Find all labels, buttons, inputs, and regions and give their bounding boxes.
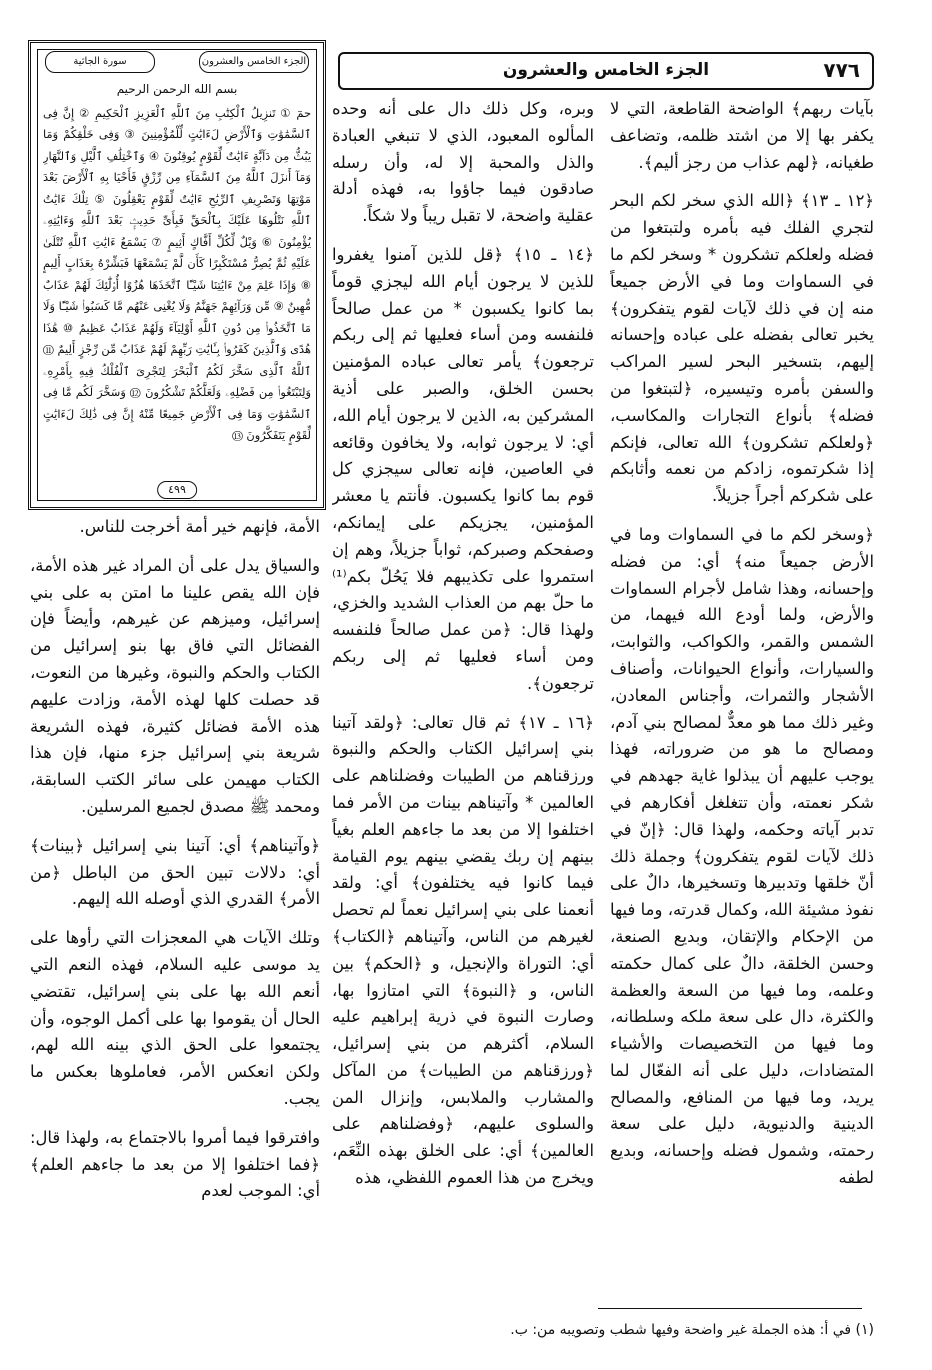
page-number: ٧٧٦ (823, 58, 860, 82)
paragraph: الأمة، فإنهم خير أمة أخرجت للناس. (79, 517, 320, 536)
page-header (338, 52, 874, 90)
part-title: الجزء الخامس والعشرون (502, 60, 710, 80)
paragraph: بآيات ربهم﴾ الواضحة القاطعة، التي لا يكفر بها إلا من اشتد ظلمه، وتضاعف طغيانه، ﴿لهم عذاب من رجز أليم﴾. (610, 99, 874, 172)
paragraph: ﴿وآتيناهم﴾ أي: آتينا بني إسرائيل ﴿بينات﴾ أي: دلالات تبين الحق من الباطل ﴿من الأمر﴾ القدري الذي أوصله الله إليهم. (30, 835, 320, 909)
column-middle (332, 96, 594, 1268)
mushaf-verses (43, 79, 311, 479)
paragraph: ﴿١٢ ـ ١٣﴾ ﴿الله الذي سخر لكم البحر لتجري الفلك فيه بأمره ولتبتغوا من فضله ولعلكم تشكرون * وسخر لكم ما في السماوات وما في الأرض جميعاً منه إن في ذلك لآيات لقوم يتفكرون﴾ يخبر تعالى بفضله على عباده وإحسانه إليهم، بتسخير البحر لسير المراكب والسفن بأمره وتيسيره، ﴿لتبتغوا من فضله﴾ بأنواع التجارات والمكاسب، ﴿ولعلكم تشكرون﴾ الله تعالى، فإنكم إذا شكرتموه، زادكم من نعمه وأثابكم على شكركم أجراً جزيلاً. (610, 191, 874, 506)
mushaf-page-number: ٤٩٩ (157, 481, 197, 499)
footnote-divider (598, 1308, 862, 1309)
paragraph: وبره، وكل ذلك دال على أنه وحده المألوه المعبود، الذي لا تنبغي العبادة والذل والمحبة إلا له، وأن رسله صادقون فيما جاؤوا به، فهذه أدلة عقلية واضحة، لا تقبل ريباً ولا شكاً. (332, 99, 594, 226)
paragraph: ﴿وسخر لكم ما في السماوات وما في الأرض جميعاً منه﴾ أي: من فضله وإحسانه، وهذا شامل لأجرام السماوات والأرض، ولما أودع الله فيهما، من الشمس والقمر، والكواكب، والثوابت، والسيارات، وأنواع الحيوانات، وأصناف الأشجار والثمرات، وأجناس المعادن، وغير ذلك مما هو معدٌّ لمصالح بني آدم، ومصالح ما هو من ضروراته، فهذا يوجب عليهم أن يبذلوا غاية جهدهم في شكر نعمته، وأن تتغلغل أفكارهم في تدبر آياته وحكمه، ولهذا قال: ﴿إنّ في ذلك لآيات لقوم يتفكرون﴾ وجملة ذلك أنّ خلقها وتدبيرها وتسخيرها، دالٌ على نفوذ مشيئة الله، وكمال قدرته، وما فيها من الإحكام والإتقان، وبديع الصنعة، وحسن الخلقة، دالٌ على كمال حكمته وعلمه، وما فيها من السعة والعظمة والكثرة، دال على سعة ملكه وسلطانه، وما فيها من التخصيصات والأشياء المتضادات، دليل على أنه الفعّال لما يريد، وما فيها من المنافع، والمصالح الدينية والدنيوية، دليل على سعة رحمته، وشمول فضله وإحسانه، وبديع لطفه (610, 524, 874, 1188)
paragraph: والسياق يدل على أن المراد غير هذه الأمة، فإن الله يقص علينا ما امتن به على بني إسرائيل، وميزهم عن غيرهم، وأيضاً فإن الفضائل التي فاق بها بنو إسرائيل من الكتاب والحكم والنبوة، وغيرها من النعوت، قد حصلت كلها لهذه الأمة، وزادت عليهم هذه الأمة فضائل كثيرة، فهذه الشريعة شريعة بني إسرائيل جزء منها، فإن هذا الكتاب مهيمن على سائر الكتب السابقة، ومحمد ﷺ مصدق لجميع المرسلين. (30, 555, 320, 816)
basmala: بسم الله الرحمن الرحيم (116, 82, 238, 96)
paragraph: وتلك الآيات هي المعجزات التي رأوها على يد موسى عليه السلام، فهذه النعم التي أنعم الله بها على بني إسرائيل، تقتضي الحال أن يقوموا بها على أكمل الوجوه، وأن يجتمعوا على الحق الذي بينه الله لهم، ولكن انعكس الأمر، فعاملوها بعكس ما يجب. (30, 928, 320, 1108)
paragraph: ﴿١٤ ـ ١٥﴾ ﴿قل للذين آمنوا يغفروا للذين لا يرجون أيام الله ليجزي قوماً بما كانوا يكسبون * من عمل صالحاً فلنفسه ومن أساء فعليها ثم إلى ربكم ترجعون﴾ يأمر تعالى عباده المؤمنين بحسن الخلق، والصبر على أذية المشركين به، الذين لا يرجون أيام الله، أي: لا يرجون ثوابه، ولا يخافون وقائعه في العاصين، فإنه تعالى سيجزي كل قوم بما كانوا يكسبون. فأنتم يا معشر المؤمنين، يجزيكم على إيمانكم، وصفحكم وصبركم، ثواباً جزيلاً، وهم إن استمروا على تكذيبهم فلا يَحُلّ بكم⁽¹⁾ ما حلّ بهم من العذاب الشديد والخزي، ولهذا قال: ﴿من عمل صالحاً فلنفسه ومن أساء فعليها ثم إلى ربكم ترجعون﴾. (332, 244, 594, 693)
mushaf-surah-tab: سورة الجاثية (45, 51, 155, 73)
quran-text: حمٓ ① تَنزِيلُ ٱلْكِتَٰبِ مِنَ ٱللَّهِ ٱلْعَزِيزِ ٱلْحَكِيمِ ② إِنَّ فِى ٱلسَّمَٰوَٰتِ وَٱلْأَرْضِ لَءَايَٰتٍ لِّلْمُؤْمِنِينَ ③ وَفِى خَلْقِكُمْ وَمَا يَبُثُّ مِن دَآبَّةٍ ءَايَٰتٌ لِّقَوْمٍ يُوقِنُونَ ④ وَٱخْتِلَٰفِ ٱلَّيْلِ وَٱلنَّهَارِ وَمَآ أَنزَلَ ٱللَّهُ مِنَ ٱلسَّمَآءِ مِن رِّزْقٍ فَأَحْيَا بِهِ ٱلْأَرْضَ بَعْدَ مَوْتِهَا وَتَصْرِيفِ ٱلرِّيَٰحِ ءَايَٰتٌ لِّقَوْمٍ يَعْقِلُونَ ⑤ تِلْكَ ءَايَٰتُ ٱللَّهِ نَتْلُوهَا عَلَيْكَ بِٱلْحَقِّ فَبِأَىِّ حَدِيثٍۭ بَعْدَ ٱللَّهِ وَءَايَٰتِهِۦ يُؤْمِنُونَ ⑥ وَيْلٌ لِّكُلِّ أَفَّاكٍ أَثِيمٍ ⑦ يَسْمَعُ ءَايَٰتِ ٱللَّهِ تُتْلَىٰ عَلَيْهِ ثُمَّ يُصِرُّ مُسْتَكْبِرًا كَأَن لَّمْ يَسْمَعْهَا فَبَشِّرْهُ بِعَذَابٍ أَلِيمٍ ⑧ وَإِذَا عَلِمَ مِنْ ءَايَٰتِنَا شَيْـًٔا ٱتَّخَذَهَا هُزُوًا أُو۟لَٰٓئِكَ لَهُمْ عَذَابٌ مُّهِينٌ ⑨ مِّن وَرَآئِهِمْ جَهَنَّمُ وَلَا يُغْنِى عَنْهُم مَّا كَسَبُوا۟ شَيْـًٔا وَلَا مَا ٱتَّخَذُوا۟ مِن دُونِ ٱللَّهِ أَوْلِيَآءَ وَلَهُمْ عَذَابٌ عَظِيمٌ ⑩ هَٰذَا هُدًى وَٱلَّذِينَ كَفَرُوا۟ بِـَٔايَٰتِ رَبِّهِمْ لَهُمْ عَذَابٌ مِّن رِّجْزٍ أَلِيمٌ ⑪ ٱللَّهُ ٱلَّذِى سَخَّرَ لَكُمُ ٱلْبَحْرَ لِتَجْرِىَ ٱلْفُلْكُ فِيهِ بِأَمْرِهِۦ وَلِتَبْتَغُوا۟ مِن فَضْلِهِۦ وَلَعَلَّكُمْ تَشْكُرُونَ ⑫ وَسَخَّرَ لَكُم مَّا فِى ٱلسَّمَٰوَٰتِ وَمَا فِى ٱلْأَرْضِ جَمِيعًا مِّنْهُ إِنَّ فِى ذَٰلِكَ لَءَايَٰتٍ لِّقَوْمٍ يَتَفَكَّرُونَ ⑬ (43, 105, 311, 442)
footnote: (١) في أ: هذه الجملة غير واضحة وفيها شطب وتصويبه من: ب. (510, 1322, 874, 1338)
column-left (30, 514, 320, 1270)
paragraph: وافترقوا فيما أمروا بالاجتماع به، ولهذا قال: ﴿فما اختلفوا إلا من بعد ما جاءهم العلم﴾ أي: الموجب لعدم (30, 1127, 320, 1201)
paragraph: ﴿١٦ ـ ١٧﴾ ثم قال تعالى: ﴿ولقد آتينا بني إسرائيل الكتاب والحكم والنبوة ورزقناهم من الطيبات وفضلناهم على العالمين * وآتيناهم بينات من الأمر فما اختلفوا إلا من بعد ما جاءهم العلم بغياً بينهم إن ربك يقضي بينهم يوم القيامة فيما كانوا فيه يختلفون﴾ أي: ولقد أنعمنا على بني إسرائيل نعماً لم تحصل لغيرهم من الناس، وآتيناهم ﴿الكتاب﴾ أي: التوراة والإنجيل، و ﴿الحكم﴾ بين الناس، و ﴿النبوة﴾ التي امتازوا بها، وصارت النبوة في ذرية إبراهيم عليه السلام، أكثرهم من بني إسرائيل، ﴿ورزقناهم من الطيبات﴾ من المآكل والمشارب والملابس، وإنزال المن والسلوى عليهم، ﴿وفضلناهم على العالمين﴾ أي: على الخلق بهذه النِّعَم، ويخرج من هذا العموم اللفظي، هذه (332, 712, 594, 1188)
mushaf-frame (28, 40, 326, 510)
column-right (610, 96, 874, 1268)
mushaf-part-tab: الجزء الخامس والعشرون (199, 51, 309, 73)
